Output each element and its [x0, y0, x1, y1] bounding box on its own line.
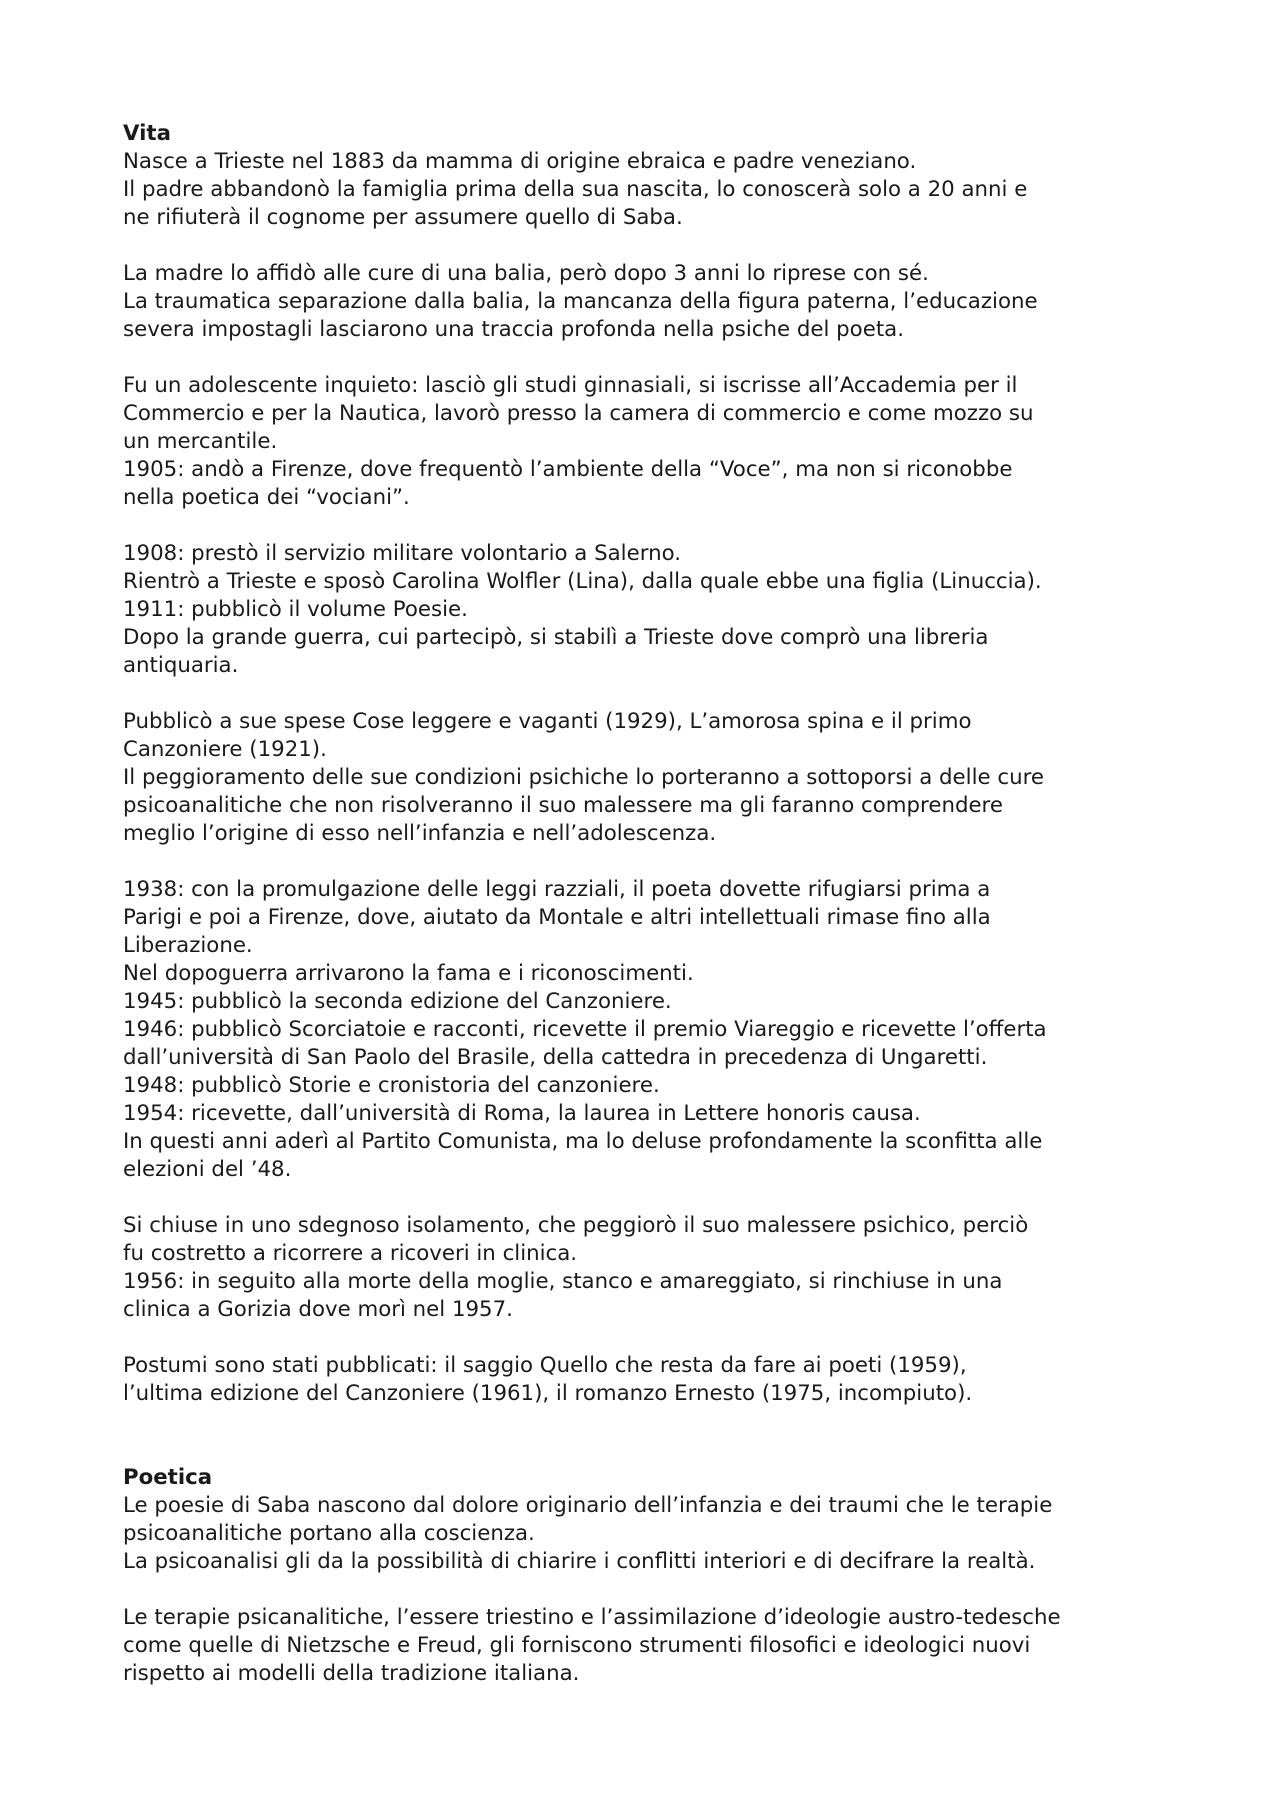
text-line: l’ultima edizione del Canzoniere (1961), il romanzo Ernesto (1975, incompiuto). [123, 1381, 973, 1406]
text-line: La madre lo affidò alle cure di una balia, però dopo 3 anni lo riprese con sé. [123, 261, 929, 286]
section-heading-poetica: Poetica [123, 1465, 213, 1490]
text-line: ne rifiuterà il cognome per assumere quello di Saba. [123, 205, 683, 230]
paragraph-break [123, 680, 1183, 708]
paragraph-break [123, 848, 1183, 876]
section-body-vita [123, 148, 1183, 1408]
text-line: Il padre abbandonò la famiglia prima della sua nascita, lo conoscerà solo a 20 anni e [123, 177, 1028, 202]
section-heading-vita: Vita [123, 121, 171, 146]
text-line: come quelle di Nietzsche e Freud, gli forniscono strumenti filosofici e ideologici nuovi [123, 1633, 1031, 1658]
paragraph-break [123, 1324, 1183, 1352]
text-line: 1954: ricevette, dall’università di Roma, la laurea in Lettere honoris causa. [123, 1101, 921, 1126]
section-poetica [123, 1464, 1183, 1688]
text-line: Parigi e poi a Firenze, dove, aiutato da Montale e altri intellettuali rimase fino alla [123, 905, 991, 930]
text-line: fu costretto a ricorrere a ricoveri in clinica. [123, 1241, 578, 1266]
text-line: un mercantile. [123, 429, 278, 454]
text-line: 1938: con la promulgazione delle leggi razziali, il poeta dovette rifugiarsi prima a [123, 877, 991, 902]
text-line: La traumatica separazione dalla balia, la mancanza della figura paterna, l’educazione [123, 289, 1038, 314]
text-line: antiquaria. [123, 653, 239, 678]
paragraph-break [123, 512, 1183, 540]
text-line: Nasce a Trieste nel 1883 da mamma di origine ebraica e padre veneziano. [123, 149, 917, 174]
text-line: In questi anni aderì al Partito Comunista, ma lo deluse profondamente la sconfitta alle [123, 1129, 1043, 1154]
text-line: Dopo la grande guerra, cui partecipò, si stabilì a Trieste dove comprò una libreria [123, 625, 989, 650]
text-line: La psicoanalisi gli da la possibilità di chiarire i conflitti interiori e di decifrare la realtà. [123, 1549, 1036, 1574]
text-line: Le terapie psicanalitiche, l’essere triestino e l’assimilazione d’ideologie austro-tedesche [123, 1605, 1061, 1630]
text-line: 1905: andò a Firenze, dove frequentò l’ambiente della “Voce”, ma non si riconobbe [123, 457, 1013, 482]
section-body-poetica [123, 1492, 1183, 1688]
text-line: 1908: prestò il servizio militare volontario a Salerno. [123, 541, 681, 566]
section-vita [123, 120, 1183, 1408]
text-line: 1945: pubblicò la seconda edizione del Canzoniere. [123, 989, 672, 1014]
paragraph-break [123, 344, 1183, 372]
text-line: dall’università di San Paolo del Brasile, della cattedra in precedenza di Ungaretti. [123, 1045, 988, 1070]
text-line: Postumi sono stati pubblicati: il saggio Quello che resta da fare ai poeti (1959), [123, 1353, 967, 1378]
section-spacer [123, 1408, 1183, 1464]
paragraph-break [123, 1576, 1183, 1604]
text-line: clinica a Gorizia dove morì nel 1957. [123, 1297, 513, 1322]
text-line: Si chiuse in uno sdegnoso isolamento, che peggiorò il suo malessere psichico, perciò [123, 1213, 1029, 1238]
text-line: 1948: pubblicò Storie e cronistoria del canzoniere. [123, 1073, 660, 1098]
text-line: Pubblicò a sue spese Cose leggere e vaganti (1929), L’amorosa spina e il primo [123, 709, 972, 734]
text-line: 1946: pubblicò Scorciatoie e racconti, ricevette il premio Viareggio e ricevette l’offerta [123, 1017, 1047, 1042]
text-line: 1956: in seguito alla morte della moglie, stanco e amareggiato, si rinchiuse in una [123, 1269, 1003, 1294]
text-line: psicoanalitiche portano alla coscienza. [123, 1521, 535, 1546]
text-line: Liberazione. [123, 933, 253, 958]
text-line: Nel dopoguerra arrivarono la fama e i riconoscimenti. [123, 961, 694, 986]
text-line: meglio l’origine di esso nell’infanzia e nell’adolescenza. [123, 821, 717, 846]
paragraph-break [123, 1184, 1183, 1212]
text-line: Il peggioramento delle sue condizioni psichiche lo porteranno a sottoporsi a delle cure [123, 765, 1044, 790]
text-line: 1911: pubblicò il volume Poesie. [123, 597, 468, 622]
text-line: Canzoniere (1921). [123, 737, 327, 762]
paragraph-break [123, 232, 1183, 260]
text-line: elezioni del ’48. [123, 1157, 292, 1182]
text-line: severa impostagli lasciarono una traccia profonda nella psiche del poeta. [123, 317, 904, 342]
document-page [123, 120, 1183, 1688]
text-line: nella poetica dei “vociani”. [123, 485, 410, 510]
text-line: Le poesie di Saba nascono dal dolore originario dell’infanzia e dei traumi che le terapie [123, 1493, 1053, 1518]
text-line: psicoanalitiche che non risolveranno il suo malessere ma gli faranno comprendere [123, 793, 1003, 818]
text-line: Rientrò a Trieste e sposò Carolina Wolfler (Lina), dalla quale ebbe una figlia (Linuccia). [123, 569, 1042, 594]
text-line: rispetto ai modelli della tradizione italiana. [123, 1661, 580, 1686]
text-line: Commercio e per la Nautica, lavorò presso la camera di commercio e come mozzo su [123, 401, 1034, 426]
text-line: Fu un adolescente inquieto: lasciò gli studi ginnasiali, si iscrisse all’Accademia per il [123, 373, 1018, 398]
